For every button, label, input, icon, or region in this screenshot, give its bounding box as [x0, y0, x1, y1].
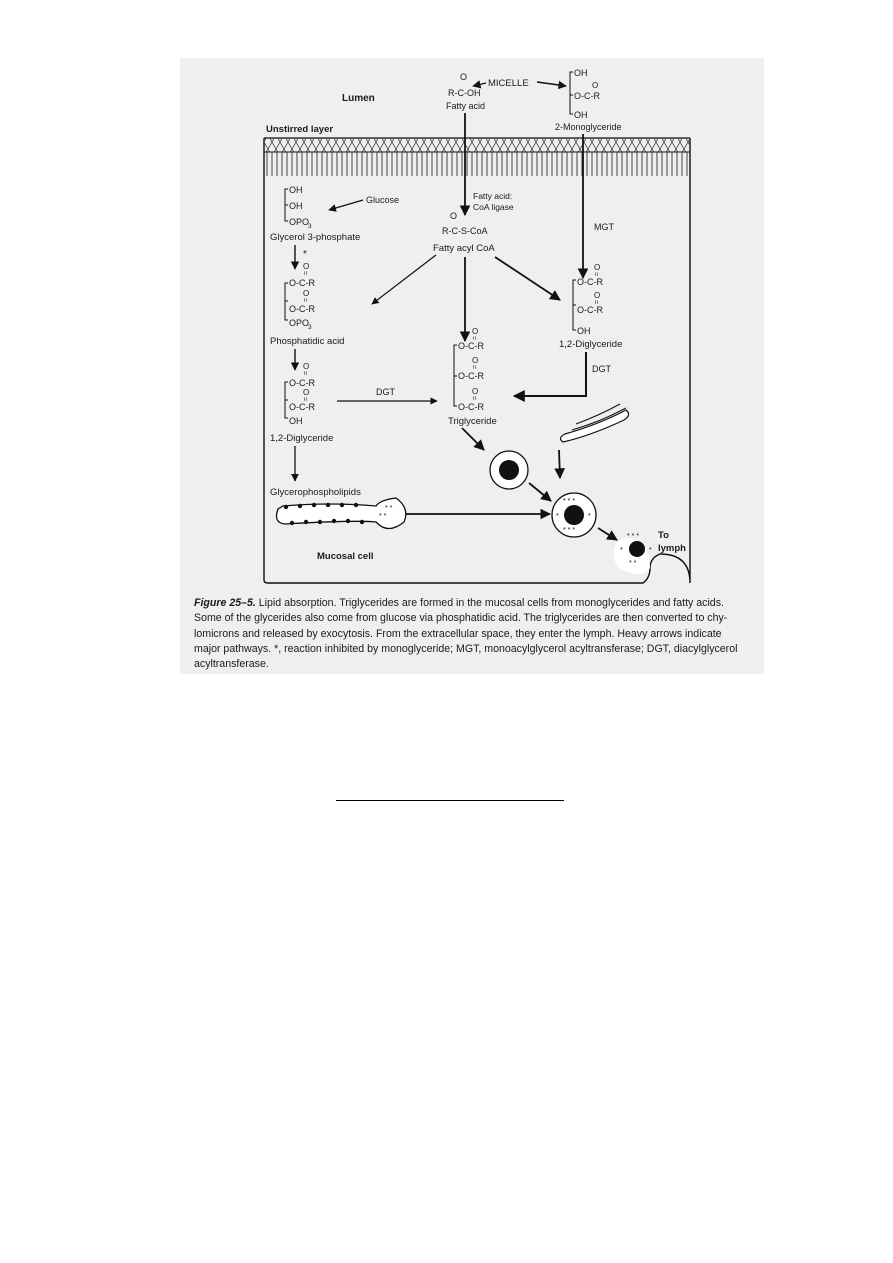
acyl-coa-carbonyl-o: O [450, 211, 458, 221]
right-diglyceride-structure [573, 263, 603, 336]
phosphatidic-acid-label: Phosphatidic acid [270, 336, 345, 347]
caption-line-1: Lipid absorption. Triglycerides are formed in the mucosal cells from monoglycerides and fatty acids. [258, 597, 724, 609]
svg-text:=: = [470, 396, 477, 401]
lumen-label: Lumen [342, 93, 375, 104]
exocytosed-chylomicron [614, 533, 652, 574]
svg-text:OH: OH [289, 416, 303, 426]
svg-text:O: O [592, 81, 599, 90]
svg-text:=: = [301, 298, 308, 303]
svg-text:O-C-R: O-C-R [577, 277, 603, 287]
svg-text:O-C-R: O-C-R [289, 378, 315, 388]
glucose-to-g3p-arrow [329, 200, 363, 210]
droplet-to-chylomicron-arrow [529, 483, 551, 501]
svg-text:O-C-R: O-C-R [577, 305, 603, 315]
brush-border-microvilli [264, 138, 690, 152]
svg-text:O: O [303, 388, 310, 397]
caption-line-5: acyltransferase. [194, 658, 269, 671]
chylomicron-vesicle [552, 493, 596, 537]
svg-text:* * *: * * * [563, 527, 576, 534]
svg-text:=: = [470, 365, 477, 370]
svg-text:*: * [620, 547, 623, 554]
svg-text:O-C-R: O-C-R [458, 341, 484, 351]
left-diglyceride-structure [285, 362, 315, 426]
svg-text:O-C-R: O-C-R [574, 91, 600, 101]
triglyceride-to-droplet-arrow [462, 428, 484, 450]
svg-text:O: O [303, 289, 310, 298]
svg-text:O: O [303, 262, 310, 271]
svg-text:O-C-R: O-C-R [458, 402, 484, 412]
svg-text:* *: * * [379, 513, 387, 520]
diagram-canvas [180, 58, 764, 674]
triglyceride-label: Triglyceride [448, 416, 497, 427]
svg-text:O-C-R: O-C-R [289, 304, 315, 314]
svg-text:O-C-R: O-C-R [289, 402, 315, 412]
svg-text:*: * [588, 513, 591, 520]
svg-text:O-C-R: O-C-R [458, 371, 484, 381]
fatty-acid-formula: R-C-OH [448, 88, 481, 98]
glucose-label: Glucose [366, 195, 400, 205]
svg-text:OH: OH [577, 326, 591, 336]
dgt-right-label: DGT [592, 364, 611, 374]
right-dgt-arrow [514, 352, 586, 396]
chylomicron-to-exocytosis-arrow [598, 528, 617, 540]
lipid-absorption-figure [180, 58, 764, 674]
svg-text:O: O [303, 362, 310, 371]
figure-caption [194, 596, 756, 672]
glycerophospholipids-label: Glycerophospholipids [270, 487, 361, 498]
svg-text:*: * [556, 513, 559, 520]
caption-line-4: major pathways. *, reaction inhibited by monoglyceride; MGT, monoacylglycerol acyltransferase; DGT, diacylglycerol [194, 642, 738, 655]
phosphatidic-acid-structure [285, 262, 315, 331]
fatty-acid-label: Fatty acid [446, 101, 486, 111]
svg-text:O-C-R: O-C-R [289, 278, 315, 288]
svg-text:OH: OH [289, 185, 303, 195]
acyl-coa-formula: R-C-S-CoA [442, 226, 488, 236]
svg-text:OH: OH [574, 110, 588, 120]
inhibited-marker: * [303, 249, 307, 260]
endoplasmic-reticulum-tubule [277, 498, 406, 529]
g3p-label: Glycerol 3-phosphate [270, 232, 361, 243]
dgt-left-label: DGT [376, 387, 395, 397]
svg-text:O: O [472, 356, 479, 365]
svg-text:* * *: * * * [627, 533, 640, 540]
monoglyceride-structure [570, 68, 600, 120]
svg-text:O: O [472, 327, 479, 336]
mgt-label: MGT [594, 222, 614, 232]
ligase-label-2: CoA ligase [473, 202, 514, 212]
mucosal-cell-label: Mucosal cell [317, 551, 374, 562]
svg-text:=: = [470, 336, 477, 341]
to-lymph-label-2: lymph [658, 543, 686, 554]
micelle-to-monoglyceride-arrow [537, 82, 566, 86]
separator-rule [336, 800, 564, 801]
svg-text:* * *: * * * [563, 498, 576, 505]
svg-text:OH: OH [289, 201, 303, 211]
svg-text:OPO: OPO [289, 318, 310, 328]
ligase-label-1: Fatty acid: [473, 191, 513, 201]
svg-text:* *: * * [629, 560, 637, 567]
svg-text:=: = [592, 300, 599, 305]
lipid-droplet [490, 451, 528, 489]
svg-text:* *: * * [385, 505, 393, 512]
micelle-label: MICELLE [488, 78, 529, 89]
to-lymph-label-1: To [658, 530, 669, 541]
fatty-acid-carbonyl-o: O [460, 72, 468, 82]
svg-text:=: = [301, 397, 308, 402]
golgi-apparatus [560, 404, 628, 442]
svg-text:OH: OH [574, 68, 588, 78]
svg-text:O: O [594, 263, 601, 272]
svg-text:O: O [594, 291, 601, 300]
caption-line-3: lomicrons and released by exocytosis. From the extracellular space, they enter the lymph. Heavy arrows indicate [194, 627, 722, 640]
unstirred-layer-label: Unstirred layer [266, 124, 334, 135]
acyl-coa-to-right-arrow [495, 257, 560, 300]
triglyceride-structure [454, 327, 484, 412]
acyl-coa-to-left-arrow [372, 255, 436, 304]
brush-border-striations [264, 152, 690, 176]
glycerol-3-phosphate-structure [285, 185, 312, 230]
micelle-to-fatty-acid-arrow [473, 83, 486, 86]
monoglyceride-label: 2-Monoglyceride [555, 122, 622, 132]
acyl-coa-label: Fatty acyl CoA [433, 243, 495, 254]
left-diglyceride-label: 1,2-Diglyceride [270, 433, 334, 444]
svg-text:=: = [592, 272, 599, 277]
svg-text:3: 3 [308, 324, 312, 331]
golgi-to-chylomicron-arrow [559, 450, 560, 478]
svg-text:=: = [301, 371, 308, 376]
svg-text:OPO: OPO [289, 217, 310, 227]
svg-text:=: = [301, 271, 308, 276]
svg-text:O: O [472, 387, 479, 396]
svg-text:3: 3 [308, 223, 312, 230]
right-diglyceride-label: 1,2-Diglyceride [559, 339, 623, 350]
svg-text:*: * [649, 547, 652, 554]
caption-line-2: Some of the glycerides also come from glucose via phosphatidic acid. The triglycerides are then converted to chy- [194, 612, 728, 625]
figure-number: Figure 25–5. [194, 597, 256, 609]
